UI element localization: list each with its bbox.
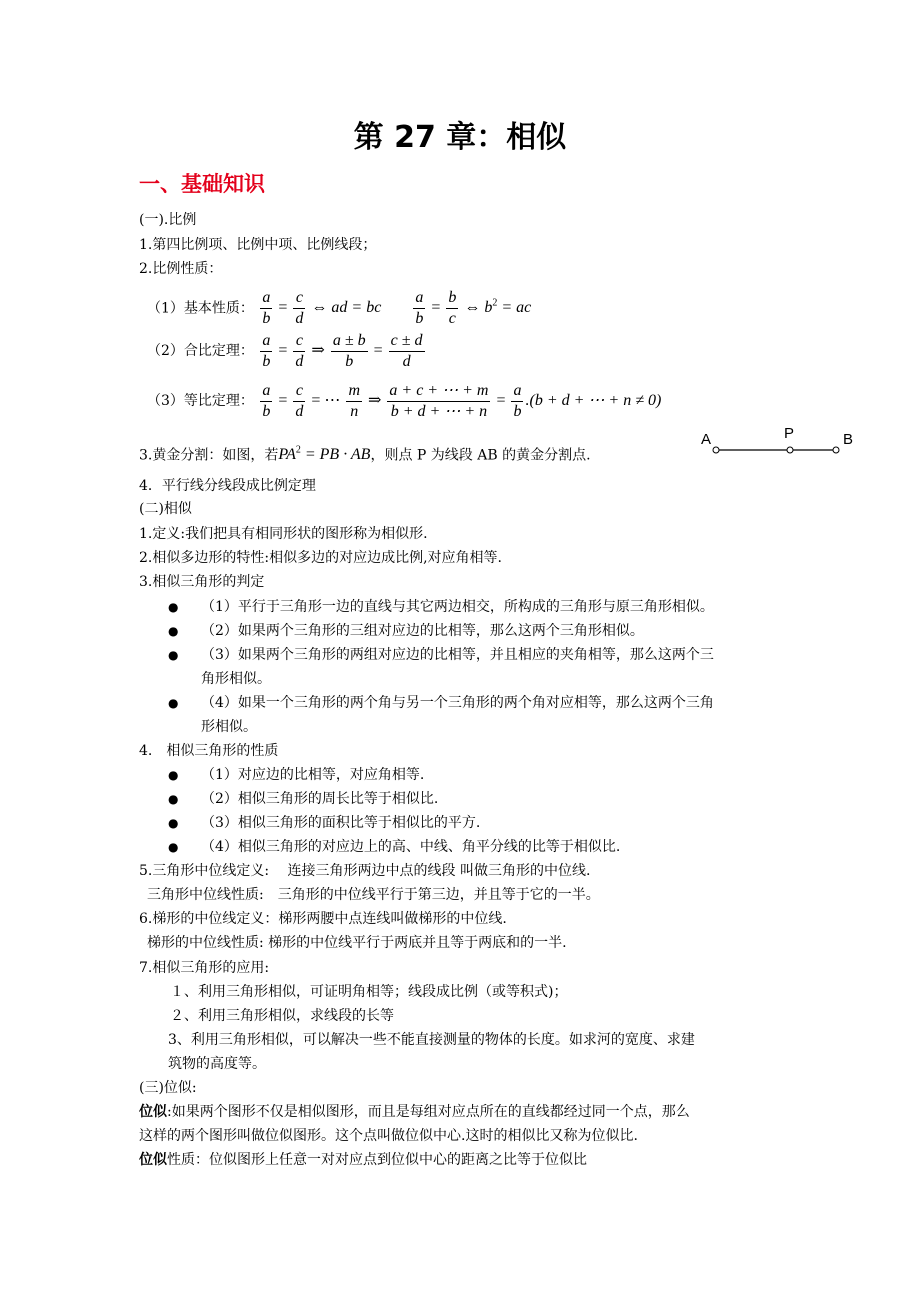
golden-section-diagram	[700, 424, 870, 464]
judgement-item: ● （1）平行于三角形一边的直线与其它两边相交，所构成的三角形与原三角形相似。	[168, 597, 714, 617]
subsection-proportion: (一).比例	[139, 212, 197, 228]
application-item: １、利用三角形相似，可证明角相等；线段成比例（或等积式)；	[170, 984, 568, 1000]
point-b	[833, 447, 839, 453]
label-a: A	[701, 431, 712, 448]
text-line: 4．平行线分线段成比例定理	[139, 478, 316, 494]
judgement-item-continued: 角形相似。	[201, 671, 271, 687]
point-a	[713, 447, 719, 453]
section-heading: 一、基础知识	[139, 172, 265, 196]
text-line: 梯形的中位线性质: 梯形的中位线平行于两底并且等于两底和的一半.	[147, 935, 567, 951]
text-line: 2.比例性质：	[139, 261, 223, 277]
property-item: ● （1）对应边的比相等，对应角相等.	[168, 765, 424, 785]
subsection-homothety: (三)位似:	[139, 1080, 197, 1096]
label-b: B	[843, 431, 854, 448]
text-line: 这样的两个图形叫做位似图形。这个点叫做位似中心.这时的相似比又称为位似比.	[139, 1128, 638, 1144]
golden-section-line: 3.黄金分割：如图，若$PA^2$ = PB · AB，则点 P 为线段 AB 的黄金分割点.	[139, 445, 591, 464]
judgement-item: ● （2）如果两个三角形的三组对应边的比相等，那么这两个三角形相似。	[168, 621, 644, 641]
text-line: 三角形中位线性质: 三角形的中位线平行于第三边，并且等于它的一半。	[147, 887, 600, 903]
homothety-property: 位似性质：位似图形上任意一对对应点到位似中心的距离之比等于位似比	[139, 1152, 587, 1168]
application-item: 3、利用三角形相似，可以解决一些不能直接测量的物体的长度。如求河的宽度、求建	[168, 1032, 695, 1048]
application-item: ２、利用三角形相似，求线段的长等	[170, 1008, 394, 1024]
basic-property-line	[147, 283, 532, 328]
text-line: 1.第四比例项、比例中项、比例线段；	[139, 237, 377, 253]
text-line: 6.梯形的中位线定义：梯形两腰中点连线叫做梯形的中位线.	[139, 911, 507, 927]
equal-ratio-property-line	[147, 380, 661, 422]
fraction: $\frac{c}{d}$	[295, 289, 304, 328]
judgement-item-continued: 形相似。	[201, 719, 257, 735]
formula: $\frac{a}{b}$ = $\frac{c}{d}$ ⇒ $\frac{a \pm b}{b}$ = $\frac{c \pm d}{d}$	[262, 331, 423, 370]
text-line: 4. 相似三角形的性质	[139, 743, 279, 759]
chapter-title: 第 27 章：相似	[353, 120, 567, 155]
label-p: P	[784, 425, 795, 442]
text-line: 1.定义:我们把具有相同形状的图形称为相似形.	[139, 526, 428, 542]
judgement-item: ● （4）如果一个三角形的两个角与另一个三角形的两个角对应相等，那么这两个三角	[168, 693, 714, 713]
subsection-similarity: (二)相似	[139, 501, 192, 517]
fraction: $\frac{a}{b}$	[415, 289, 424, 328]
judgement-item: ● （3）如果两个三角形的两组对应边的比相等，并且相应的夹角相等，那么这两个三	[168, 645, 714, 665]
fraction: $\frac{a}{b}$	[262, 289, 271, 328]
property-label: （1）基本性质：	[147, 300, 254, 317]
formula: $\frac{a}{b}$ = $\frac{c}{d}$ ⇔ ad = bc $\frac{a}{b}$ = $\frac{b}{c}$ ⇔ $b^2$ = ac	[262, 289, 532, 328]
property-item: ● （4）相似三角形的对应边上的高、中线、角平分线的比等于相似比.	[168, 837, 620, 857]
fraction: $\frac{b}{c}$	[448, 289, 457, 328]
text-line: 2.相似多边形的特性:相似多边的对应边成比例,对应角相等.	[139, 550, 502, 566]
formula: $\frac{a}{b}$ = $\frac{c}{d}$ = ⋯ $\frac{m}{n}$ ⇒ $\frac{a + c + \cdots + m}{b + d + \cdots + n}$ = $\frac{a}{b}$ .(b + d + ⋯ + n ≠ 0)	[262, 381, 662, 420]
addition-property-line	[147, 330, 427, 372]
point-p	[787, 447, 793, 453]
property-item: ● （3）相似三角形的面积比等于相似比的平方.	[168, 813, 480, 833]
property-label: （3）等比定理：	[147, 393, 254, 409]
property-item: ● （2）相似三角形的周长比等于相似比.	[168, 789, 438, 809]
text-line: 5.三角形中位线定义: 连接三角形两边中点的线段 叫做三角形的中位线.	[139, 863, 591, 879]
property-label: （2）合比定理：	[147, 343, 254, 359]
text-line: 3.相似三角形的判定	[139, 574, 265, 590]
application-item-continued: 筑物的高度等。	[168, 1056, 266, 1072]
text-line: 7.相似三角形的应用:	[139, 960, 270, 976]
homothety-definition: 位似:如果两个图形不仅是相似图形，而且是每组对应点所在的直线都经过同一个点，那么	[139, 1104, 690, 1120]
